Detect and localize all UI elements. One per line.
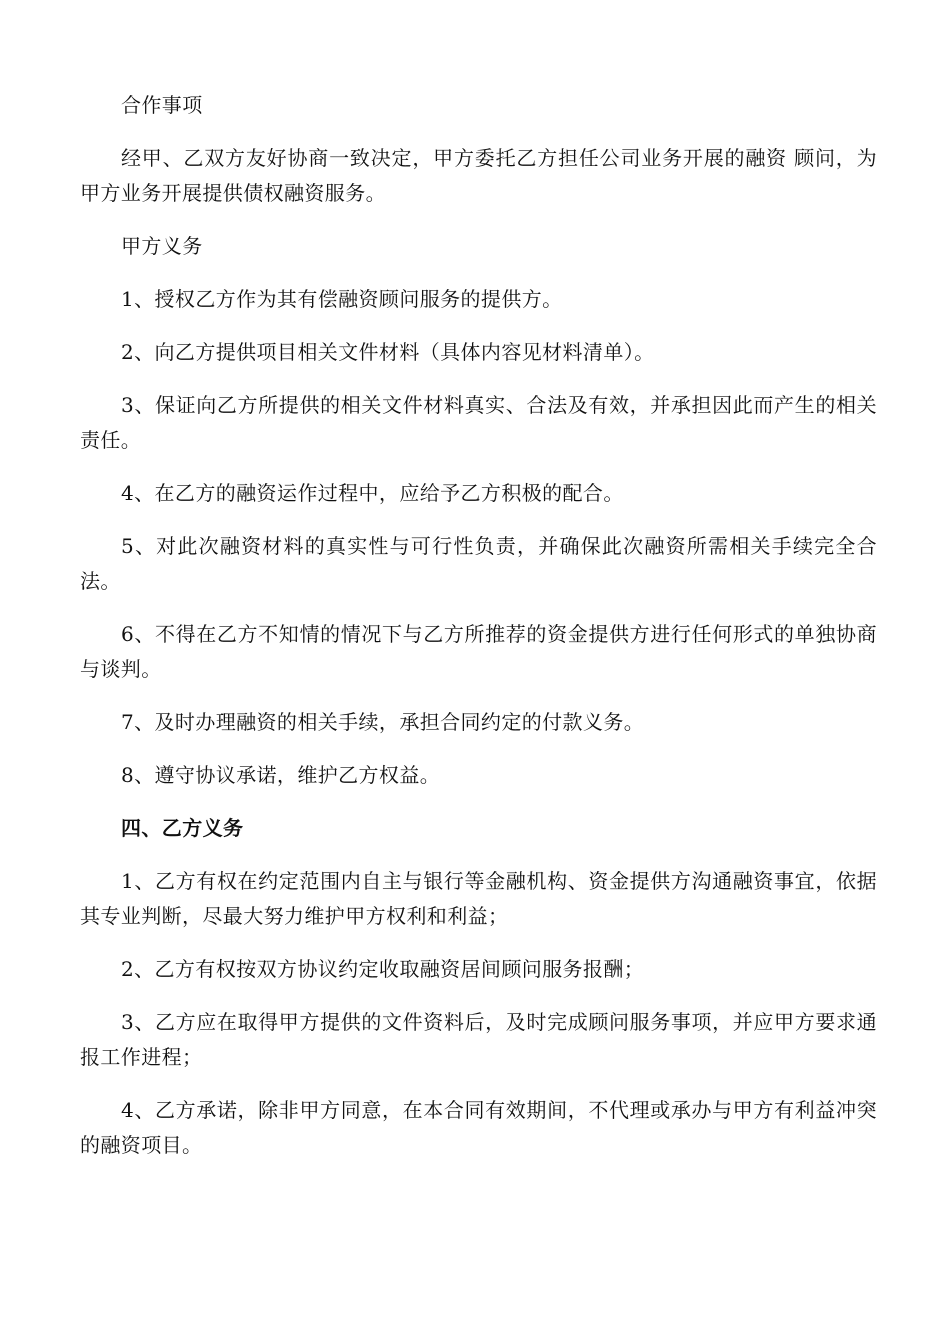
section-heading-cooperation: 合作事项 [121,93,203,117]
list-item: 2、向乙方提供项目相关文件材料（具体内容见材料清单）。 [121,340,655,364]
list-item: 1、授权乙方作为其有偿融资顾问服务的提供方。 [121,287,563,311]
list-item: 4、在乙方的融资运作过程中，应给予乙方积极的配合。 [121,481,624,505]
body-paragraph: 经甲、乙双方友好协商一致决定，甲方委托乙方担任公司业务开展的融资 顾问，为甲方业务开展提供债权融资服务。 [80,146,877,205]
list-item: 3、保证向乙方所提供的相关文件材料真实、合法及有效，并承担因此而产生的相关责任。 [80,393,877,452]
list-item: 2、乙方有权按双方协议约定收取融资居间顾问服务报酬； [121,957,645,981]
list-item: 3、乙方应在取得甲方提供的文件资料后，及时完成顾问服务事项，并应甲方要求通报工作进程； [80,1010,877,1069]
section-heading-party-b-obligations: 四、乙方义务 [121,816,244,840]
list-item: 7、及时办理融资的相关手续，承担合同约定的付款义务。 [121,710,645,734]
document-page [80,88,877,1163]
list-item: 6、不得在乙方不知情的情况下与乙方所推荐的资金提供方进行任何形式的单独协商与谈判。 [80,622,877,681]
list-item: 5、对此次融资材料的真实性与可行性负责，并确保此次融资所需相关手续完全合法。 [80,534,877,593]
list-item: 4、乙方承诺，除非甲方同意，在本合同有效期间，不代理或承办与甲方有利益冲突的融资项目。 [80,1098,877,1157]
list-item: 8、遵守协议承诺，维护乙方权益。 [121,763,441,787]
section-heading-party-a-obligations: 甲方义务 [121,234,203,258]
list-item: 1、乙方有权在约定范围内自主与银行等金融机构、资金提供方沟通融资事宜，依据其专业判断，尽最大努力维护甲方权利和利益； [80,869,877,928]
